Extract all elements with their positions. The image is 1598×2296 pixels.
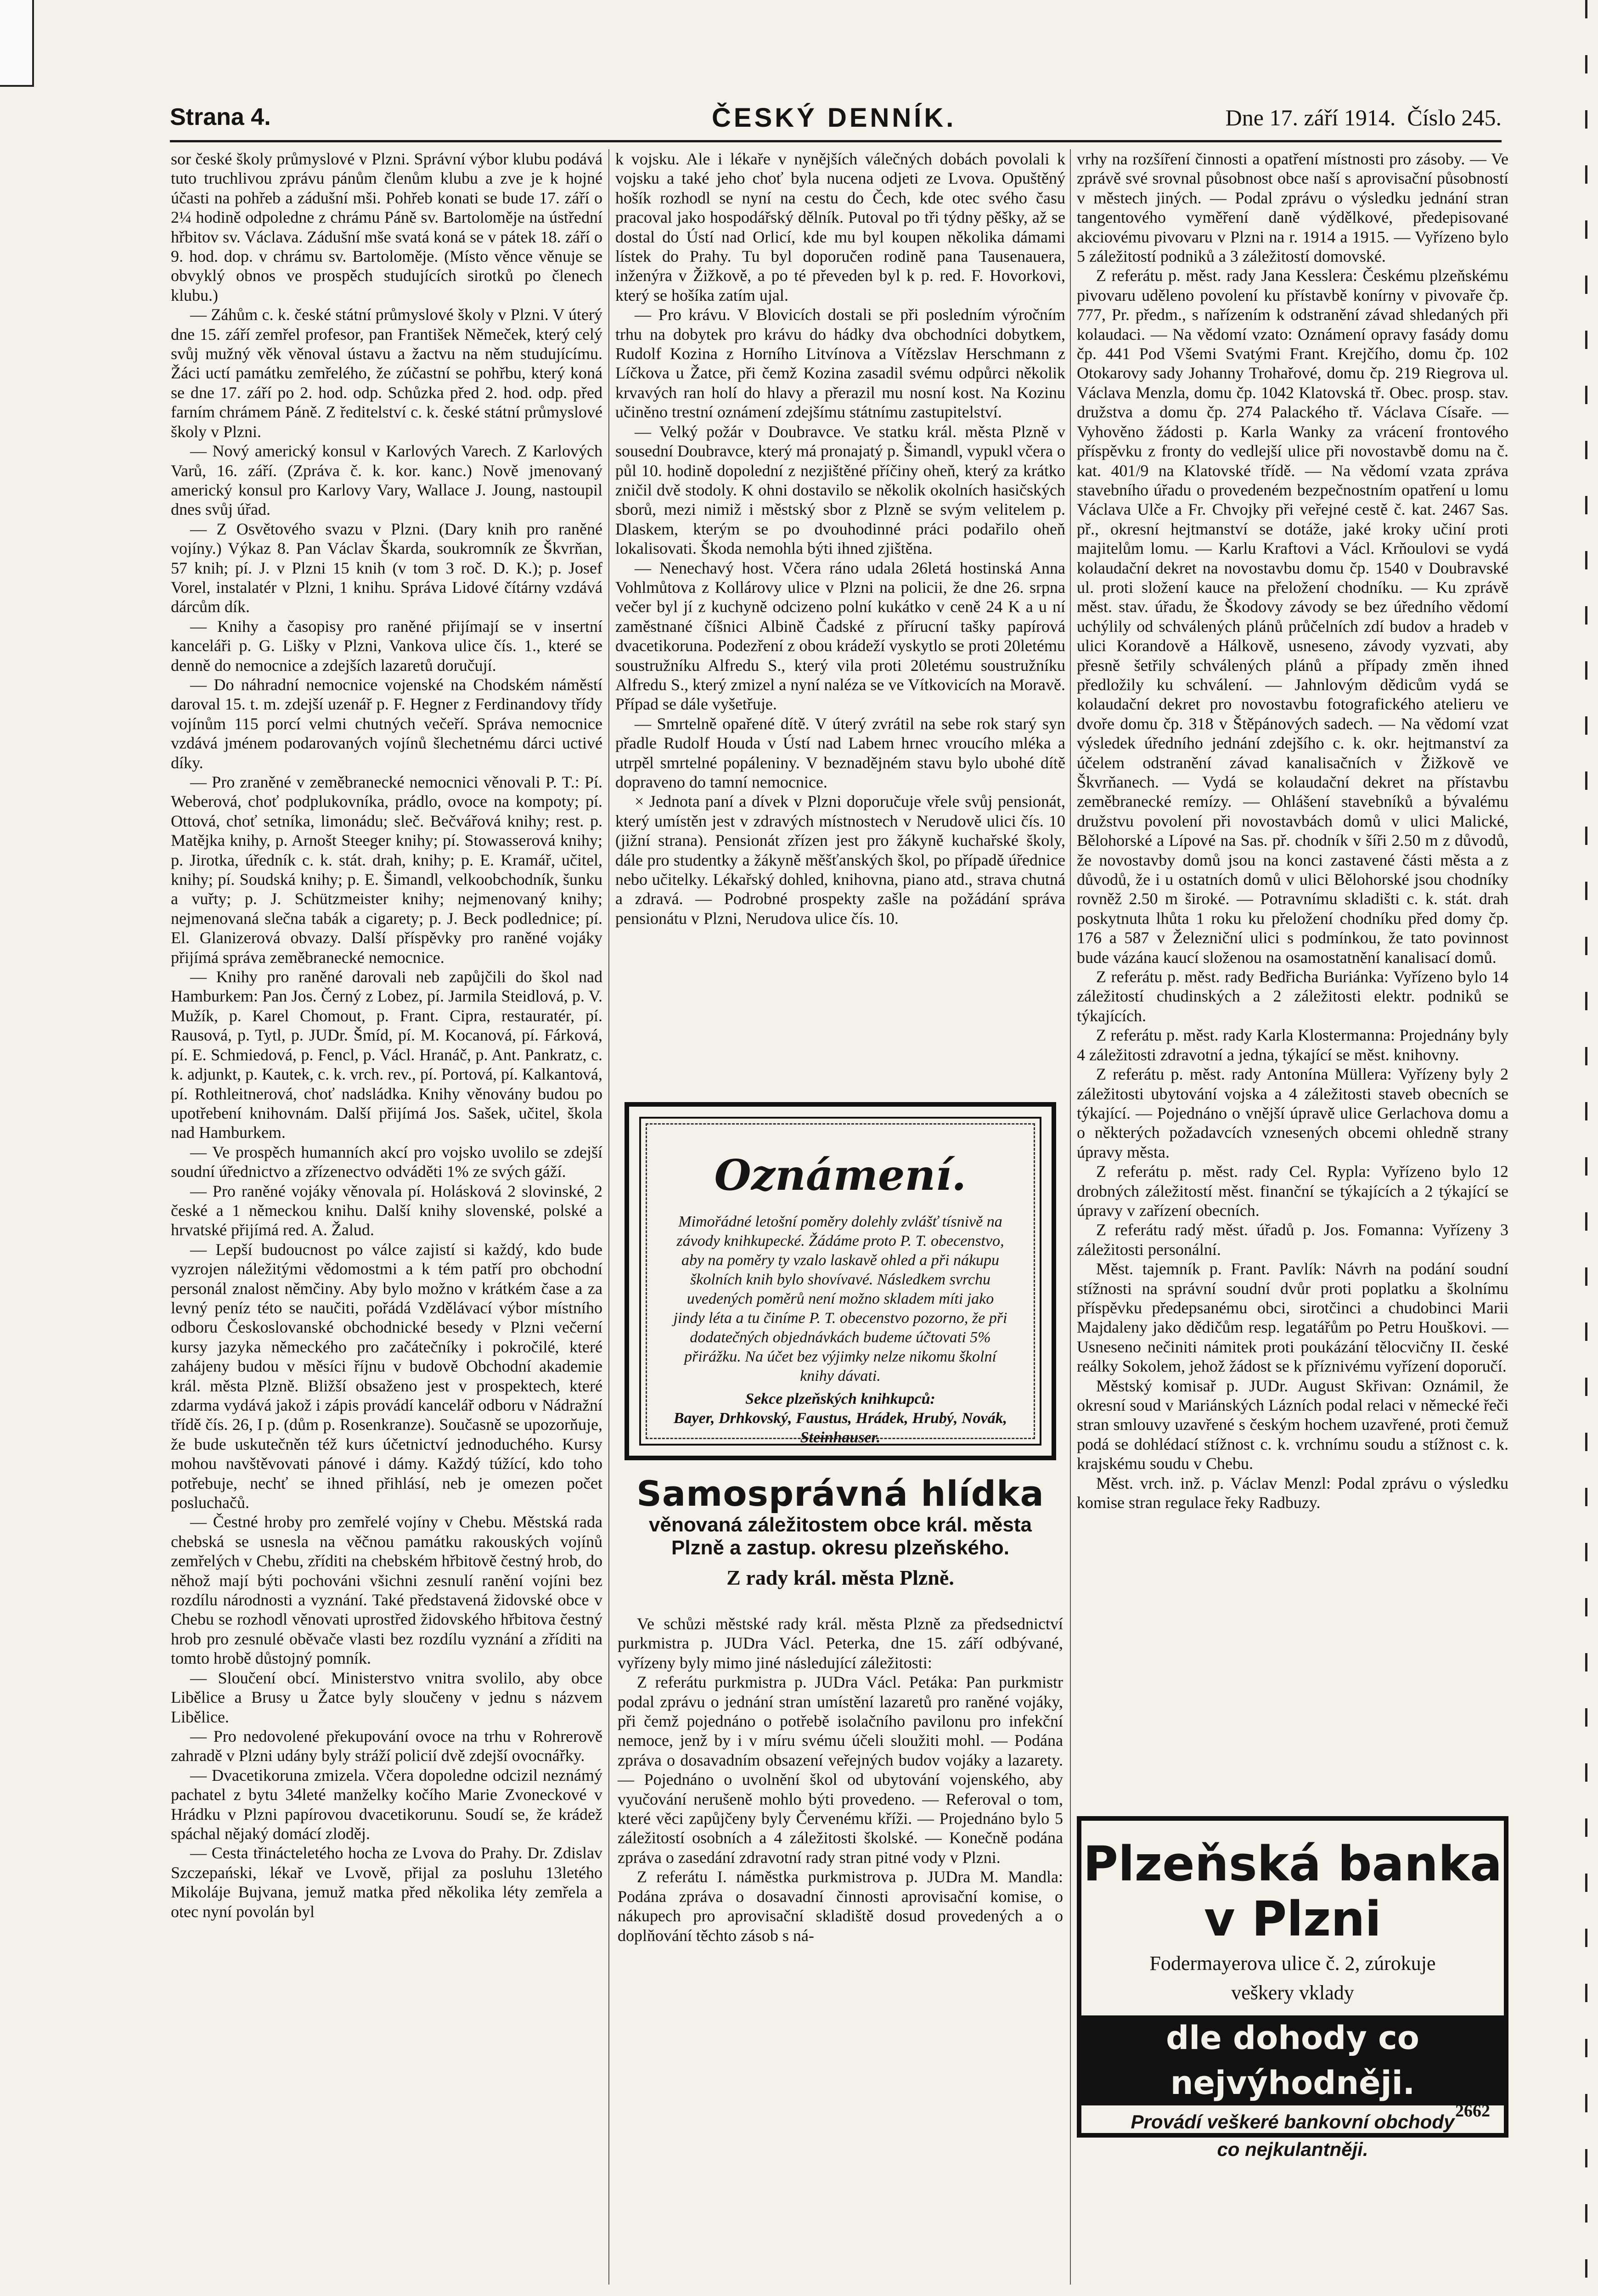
page-number: Strana 4.: [170, 104, 271, 130]
bank-advertisement: [1077, 1816, 1508, 2160]
column-2: [615, 149, 1065, 976]
article-paragraph: sor české školy průmyslové v Plzni. Správní výbor klubu podává tuto truchlivou zprávu pánům členům klubu a zve je k hojné účasti na pohřeb a zádušní mši. Pohřeb konati se bude 17. září o 2¼ hodině odpoledne z chrámu Páně sv. Bartoloměje na ústřední hřbitov sv. Václava. Zádušní mše svatá koná se v pátek 18. září o 9. hod. dop. v chrámu sv. Bartoloměje. (Místo věnce věnuje se obvyklý obnos ve prospěch studujících sirotků po členech klubu.): [171, 150, 602, 304]
article-paragraph: Z referátu purkmistra p. JUDra Václ. Petáka: Pan purkmistr podal zprávu o jednání stran umístění lazaretů pro raněné vojáky, při čemž pojednáno o potřebě isolačního pavilonu pro infekční nemoce, jenž by i v míru svému účeli sloužiti mohl. — Podána zpráva o dosavadním obsazení veřejných budov vojáky a lazarety. — Pojednáno o uvolnění škol od ubytování vojenského, aby vyučování nerušeně mohlo býti provedeno. — Referoval o tom, které věci zapůjčeny byly Červenému kříži. — Projednáno bylo 5 záležitostí osobních a 4 záležitosti školské. — Konečně podána zpráva o zasedání zdravotní rady stran pitné vody v Plzni.: [618, 1673, 1063, 1867]
article-paragraph: Z referátu p. měst. rady Antonína Müllera: Vyřízeny byly 2 záležitosti ubytování vojska a 4 záležitosti staveb obecních se týkající. — Pojednáno o vnější úpravě ulice Gerlachova domu a o některých požadavcích vznesených obcemi ohledně strany úpravy města.: [1077, 1065, 1508, 1161]
bank-services: Provádí veškeré bankovní obchody: [1131, 2111, 1455, 2133]
section-body: [618, 1614, 1063, 1945]
scan-corner-mark: [0, 0, 34, 87]
article-paragraph: Z referátu I. náměstka purkmistrova p. JUDra M. Mandla: Podána zpráva o dosavadní činnosti aprovisační komise, o nákupech pro aprovisační skladiště dosud provedených a o doplňování těchto zásob s ná-: [618, 1868, 1063, 1945]
article-paragraph: Z referátu p. měst. rady Bedřicha Buriánka: Vyřízeno bylo 14 záležitostí chudinských a 2 záležitosti elektr. podniků se týkajících.: [1077, 968, 1508, 1025]
bank-deposits: veškery vklady: [1231, 1981, 1354, 2004]
section-subtitle: Plzně a zastup. okresu plzeňského.: [671, 1536, 1009, 1559]
article-paragraph: — Lepší budoucnost po válce zajistí si každý, kdo bude vyzrojen náležitými vědomostmi a k tém patří pro obchodní personál znalost němčiny. Aby bylo možno v krátkém čase a za levný peníz této se naučiti, pořádá Vzdělávací výbor místního odboru Českoslovanské obchodnické besedy v Plzni večerní kursy jazyka německého pro začátečníky i pokročilé, které zahájeny budou v měsíci říjnu v budově Obchodní akademie král. města Plzně. Bližší obsaženo jest v prospektech, které zdarma vydává jakož i zápis provádí kancelář odboru v Nádražní třídě čís. 26, I p. (dům p. Rosenkranze). Současně se upozorňuje, že bude uskutečněn též kurs účetnictví jednoduchého. Kursy mohou navštěvovati pánové i dámy. Každý túžící, kdo toho potřebuje, nechť se ihned přihlásí, neb je omezen počet posluchačů.: [171, 1240, 602, 1512]
scan-edge-mark: [1585, 0, 1587, 2296]
notice-advertisement: [625, 1102, 1056, 1460]
article-paragraph: Z referátu p. měst. rady Jana Kesslera: Českému plzeňskému pivovaru uděleno povolení ku přístavbě konírny v pivovaře čp. 777, Pr. předm., s nařízením k odstranění závad shledaných při kolaudaci. — Na vědomí vzato: Oznámení opravy fasády domu čp. 441 Pod Všemi Svatými Frant. Krejčího, domu čp. 102 Otokarovy sady Johanny Trohařové, domu čp. 219 Riegrova ul. Václava Menzla, domu čp. 1042 Klatovská tř. Obec. prosp. stav. družstva a domu čp. 274 Palackého tř. Václava Císaře. — Vyhověno žádosti p. Karla Wanky za vrácení frontového příspěvku z fronty do vedlejší ulice při novostavbě domu na č. kat. 401/9 na Klatovské třídě. — Na vědomí vzata zpráva stavebního úřadu o provedeném bezpečnostním opatření u lomu Václava Ulče a Fr. Chvojky při veřejné cestě č. kat. 2467 Sas. př., okresní hejtmanství se dotáže, jaké kroky učiní proti majitelům lomu. — Karlu Kraftovi a Václ. Krňoulovi se vydá kolaudační dekret na novostavbu domu čp. 1540 v Doubravské ul. proti složení kauce na přeložení chodníku. — Ku zprávě měst. stav. úřadu, že Škodovy závody se bez úředního vědomí uchýlily od schválených plánů průčelních zdí budov a hradeb v ulici Korandově a Hálkově, usneseno, závody vyzvati, aby přesně šetřily schválených plánů a případy změn ihned předložily ku schválení. — Jahnlovým dědicům vydá se kolaudační dekret pro novostavbu fotografického atelieru ve dvoře domu čp. 318 v Štěpánových sadech. — Na vědomí vzat výsledek úředního jednání zdejšího c. k. okr. hejtmanství za účelem odstranění závad kanalisačních v Žižkově ve Škvrňanech. — Vydá se kolaudační dekret na přístavbu zeměbranecké remízy. — Ohlášení stavebníků a bývalému družstvu povolení při novostavbách domů v ulici Malické, Bělohorské a Lípové na Sas. př. chodník v šíři 2.50 m z důvodů, že novostavby domů jsou na konci zastavené části města a z důvodů, že i u ostatních domů v ulici Bělohorské jsou chodníky rovněž 2.50 m široké. — Potravnímu skladišti c. k. stát. drah poskytnuta lhůta 1 roku ku přeložení chodníku před domy čp. 176 a 587 v Železniční ulici s podmínkou, že tato povinnost bude vázána kaucí složenou na osamostatnění kanalisací domů.: [1077, 266, 1508, 967]
article-paragraph: vrhy na rozšíření činnosti a opatření místnosti pro zásoby. — Ve zprávě své srovnal působnost obce naší s aprovisační působností v městech jiných. — Podal zprávu o výsledku jednání stran tangentového vyměření daně výdělkové, předepisované akciovému pivovaru v Plzni na r. 1914 a 1915. — Vyřízeno bylo 5 záležitostí podniků a 3 záležitostí domovské.: [1077, 150, 1508, 266]
article-paragraph: — Nový americký konsul v Karlových Varech. Z Karlových Varů, 16. září. (Zpráva č. k. kor. kanc.) Nově jmenovaný americký konsul pro Karlovy Vary, Wallace J. Joung, nastoupil dnes svůj úřad.: [171, 442, 602, 519]
article-paragraph: Měst. tajemník p. Frant. Pavlík: Návrh na podání soudní stížnosti na správní soudní dvůr proti poplatku a školnímu příspěvku předepsanému obci, sirotčinci a chudobinci Marii Majdaleny jako dědičům resp. legatářům po Petru Houškovi. — Usneseno nečiniti námitek proti poukázání tělocvičny II. české reálky Sokolem, jehož žádost se k příznivému vyřízení doporučí.: [1077, 1260, 1508, 1376]
newspaper-title: ČESKÝ DENNÍK.: [712, 103, 957, 133]
section-header-samospravna: [618, 1474, 1063, 1592]
article-paragraph: Z referátu p. měst. rady Cel. Rypla: Vyřízeno bylo 12 drobných záležitostí měst. finanční se týkajících a 2 týkající se úpravy v zařízení obecních.: [1077, 1162, 1508, 1220]
article-paragraph: — Z Osvětového svazu v Plzni. (Dary knih pro raněné vojíny.) Výkaz 8. Pan Václav Škarda, soukromník ze Škvrňan, 57 knih; pí. J. v Plzni 15 knih (v tom 3 roč. D. K.); p. Josef Vorel, instalatér v Plzni, 1 knihu. Správa Lidové čítárny vzdává dárcům dík.: [171, 519, 602, 616]
article-paragraph: Ve schůzi městské rady král. města Plzně za předsednictví purkmistra p. JUDra Václ. Peterka, dne 15. září odbývané, vyřízeny byly mimo jiné následující záležitosti:: [618, 1615, 1063, 1672]
section-title: Samosprávná hlídka: [636, 1473, 1044, 1514]
notice-signature-heading: Sekce plzeňských knihkupců:: [745, 1390, 935, 1407]
issue-date-number: Dne 17. září 1914. Číslo 245.: [1225, 105, 1502, 130]
bank-services: co nejkulantněji.: [1217, 2138, 1368, 2160]
article-paragraph: Z referátu radý měst. úřadů p. Jos. Fomanna: Vyřízeny 3 záležitosti personální.: [1077, 1221, 1508, 1259]
bank-city: v Plzni: [1204, 1891, 1382, 1947]
article-paragraph: — Smrtelně opařené dítě. V úterý zvrátil na sebe rok starý syn přadle Rudolf Houda v Ústí nad Labem hrnec vroucího mléka a utrpěl smrtelné popáleniny. V beznadějném stavu bylo ubohé dítě dopraveno do tamní nemocnice.: [615, 714, 1065, 791]
article-paragraph: — Sloučení obcí. Ministerstvo vnitra svolilo, aby obce Libělice a Brusy u Žatce byly sloučeny v jednu s názvem Libělice.: [171, 1668, 602, 1726]
article-paragraph: — Pro nedovolené překupování ovoce na trhu v Rohrerově zahradě v Plzni udány byly stráží policií dvě zdejší ovocnářky.: [171, 1727, 602, 1765]
article-paragraph: × Jednota paní a dívek v Plzni doporučuje vřele svůj pensionát, který umístěn jest v zdravých místnostech v Nerudově ulici čís. 10 (jižní strana). Pensionát zřízen jest pro žákyně kuchařské školy, dále pro studentky a žákyně měšťanských škol, po případě úřednice nebo učitelky. Lékařský dohled, knihovna, piano atd., strava chutná a zdravá. — Podrobné prospekty zašle na požádání správa pensionátu v Plzni, Nerudova ulice čís. 10.: [615, 792, 1065, 928]
article-paragraph: — Knihy pro raněné darovali neb zapůjčili do škol nad Hamburkem: Pan Jos. Černý z Lobez, pí. Jarmila Steidlová, p. V. Mužík, p. Karel Chomout, p. Frant. Cipra, restauratér, pí. Rausová, p. Tytl, p. JUDr. Šmíd, pí. M. Kocanová, pí. Fárková, pí. E. Schmiedová, p. Fencl, p. Václ. Hranáč, p. Ant. Pankratz, c. k. adjunkt, p. Kautek, c. k. vrch. rev., pí. Portová, pí. Kalkantová, pí. Rothleitnerová, choť nadsládka. Knihy věnovány budou po upotřebení knihovnám. Další přijímá Jos. Sašek, učitel, škola nad Hamburkem.: [171, 968, 602, 1142]
ad-number: 2662: [1455, 2101, 1490, 2121]
bank-name: Plzeňská banka: [1083, 1836, 1502, 1892]
article-paragraph: k vojsku. Ale i lékaře v nynějších válečných dobách povolali k vojsku a také jeho choť byla nucena odjeti ze Lvova. Opuštěný hošík rozhodl se nyní na cestu do Čech, kde otec svého času pracoval jako hospodářský dělník. Putoval po tři týdny pěšky, až se dostal do Ústí nad Orlicí, kde mu byl koupen několika dámami lístek do Prahy. Tu byl doporučen rodině pana Tausenauera, inženýra v Žižkově, a po té převeden byl k p. red. F. Hovorkovi, který se hošíka zatím ujal.: [615, 150, 1065, 304]
section-subtitle: věnovaná záležitostem obce král. města: [649, 1514, 1032, 1536]
article-paragraph: — Pro zraněné v zeměbranecké nemocnici věnovali P. T.: Pí. Weberová, choť podplukovníka, prádlo, ovoce na kompoty; pí. Ottová, choť setníka, limonádu; sleč. Bečvářová knihy; rest. p. Matějka knihy, p. Arnošt Steeger knihy; pí. Stowasserová knihy; p. Jirotka, úředník c. k. stát. drah, knihy; p. E. Kramář, učitel, knihy; pí. Soudská knihy; p. E. Šimandl, velkoobchodník, šunku a vuřty; p. J. Schützmeister knihy; nejmenovaný knihy; nejmenovaná slečna tabák a cigarety; p. J. Beck podlednice; pí. El. Glanizerová obvazy. Další příspěvky pro raněné vojáky přijímá správa zeměbranecké nemocnice.: [171, 773, 602, 967]
bank-slogan: dle dohody co nejvýhodněji.: [1081, 2015, 1504, 2105]
article-paragraph: — Záhům c. k. české státní průmyslové školy v Plzni. V úterý dne 15. září zemřel profesor, pan František Němeček, který celý svůj mužný věk věnoval ústavu a žactvu na něm studujícímu. Žáci uctí památku zemřelého, že zúčastní se pohřbu, který koná se dne 17. září po 2. hod. odp. Schůzka před 2. hod. odp. před farním chrámem Páně. Z ředitelství c. k. české státní průmyslové školy v Plzni.: [171, 305, 602, 441]
article-paragraph: — Cesta třinácteletého hocha ze Lvova do Prahy. Dr. Zdislav Szczepański, lékař ve Lvově, přijal za posluhu 13letého Mikoláje Bujvana, jemuž matka před několika léty zemřela a otec nyní povolán byl: [171, 1844, 602, 1921]
article-paragraph: — Pro krávu. V Blovicích dostali se při posledním výročním trhu na dobytek pro krávu do hádky dva obchodníci dobytkem, Rudolf Kozina z Horního Litvínova a Vítězslav Herschmann z Líčkova u Žatce, při čemž Kozina zasadil svému odpůrci několik krvavých ran holí do hlavy a přerazil mu nosní kost. Na Kozinu učiněno trestní oznámení zdejšímu státnímu zastupitelství.: [615, 305, 1065, 422]
masthead: [170, 99, 1502, 142]
article-paragraph: — Čestné hroby pro zemřelé vojíny v Chebu. Městská rada chebská se usnesla na věčnou památku rakouských vojínů zemřelých v Chebu, zříditi na chebském hřbitově čestný hrob, do něhož mají býti pochováni všichni zesnulí ranění vojíni bez rozdílu národnosti a vyznání. Také představená židovské obce v Chebu se rozhodl věnovati uprostřed židovského hřbitova čestný hrob pro zesnulé oběvače vlasti bez rozdílu vyznání a zříditi na tomto hrobě důstojný pomník.: [171, 1513, 602, 1668]
notice-text: Mimořádné letošní poměry dolehly zvlášť tísnivě na závody knihkupecké. Žádáme proto P. T. obecenstvo, aby na poměry ty vzalo laskavě ohled a při nákupu školních knih bylo shovívavé. Následkem svrchu uvedených poměrů není možno skladem míti jako jindy léta a tu činíme P. T. obecenstvo pozorno, že při dodatečných objednávkách budeme účtovati 5% přirážku. Na účet bez výjimky nelze nikomu školní knihy dávati.: [673, 1213, 1007, 1384]
column-rule: [608, 149, 609, 2285]
notice-body: [673, 1212, 1008, 1447]
notice-signature-names: Bayer, Drhkovský, Faustus, Hrádek, Hrubý, Novák, Steinhauser.: [673, 1410, 1007, 1446]
bank-address: Fodermayerova ulice č. 2, zúrokuje: [1149, 1952, 1436, 1975]
column-rule: [1070, 149, 1071, 2285]
article-paragraph: — Do náhradní nemocnice vojenské na Chodském náměstí daroval 15. t. m. zdejší uzenář p. F. Hegner z Ferdinandovy třídy vojínům 115 porcí velmi chutných večeří. Správa nemocnice vzdává jménem podarovaných vojínů šlechetnému dárci uctivé díky.: [171, 675, 602, 772]
article-paragraph: Městský komisař p. JUDr. August Skřivan: Oznámil, že okresní soud v Mariánských Lázních podal relaci v německé řeči stran smlouvy uzavřené s českým hochem uzavřené, proti čemuž podá se dohlédací stížnost c. k. vrchnímu soudu a stížnost c. k. krajskému soudu v Chebu.: [1077, 1376, 1508, 1473]
column-3: [1077, 149, 1508, 1740]
article-paragraph: Z referátu p. měst. rady Karla Klostermanna: Projednány byly 4 záležitosti zdravotní a jedna, týkající se měst. knihovny.: [1077, 1026, 1508, 1064]
article-paragraph: — Dvacetikoruna zmizela. Včera dopoledne odcizil neznámý pachatel z bytu 34leté manželky kočího Marie Zvoneckové v Hrádku v Plzni papírovou dvacetikorunu. Soudí se, že krádež spáchal nějaký domácí zloděj.: [171, 1766, 602, 1843]
notice-title: Oznámení.: [714, 1150, 967, 1200]
article-paragraph: — Pro raněné vojáky věnovala pí. Holásková 2 slovinské, 2 české a 1 německou knihu. Další knihy slovenské, polské a hrvatské přijímá red. A. Žalud.: [171, 1182, 602, 1239]
column-1: [171, 149, 602, 2289]
article-paragraph: — Nenechavý host. Včera ráno udala 26letá hostinská Anna Vohlmůtova z Kollárovy ulice v Plzni na policii, že dne 26. srpna večer byl jí z kuchyně odcizeno polní kukátko v ceně 24 K a u ní zaměstnané číšnici Albině Čadské z přírucní tašky papírová dvacetikoruna. Podezření z obou krádeží vyskytlo se proti 20letému soustružníku Alfredu S., který vila proti 20letému soustružníku Alfredu S., který zmizel a nyní naléza se ve Vítkovicích na Moravě. Případ se dále vyšetřuje.: [615, 558, 1065, 714]
article-paragraph: — Velký požár v Doubravce. Ve statku král. města Plzně v sousední Doubravce, který má pronajatý p. Šimandl, vypukl včera o půl 10. hodině dopolední z nezjištěné příčiny oheň, který za krátko zničil dvě stodoly. K ohni dostavilo se několik okolních hasičských sborů, mezi nimiž i městský sbor z Plzně se svým velitelem p. Dlaskem, kterým se po dvouhodinné práci podařilo oheň lokalisovati. Škoda nemohla býti ihned zjištěna.: [615, 422, 1065, 558]
section-subheading: Z rady král. města Plzně.: [726, 1566, 954, 1589]
article-paragraph: Měst. vrch. inž. p. Václav Menzl: Podal zprávu o výsledku komise stran regulace řeky Radbuzy.: [1077, 1474, 1508, 1512]
article-paragraph: — Ve prospěch humanních akcí pro vojsko uvolilo se zdejší soudní úřednictvo a zřízenectvo odváděti 1% ze svých gáží.: [171, 1142, 602, 1181]
article-paragraph: — Knihy a časopisy pro raněné přijímají se v insertní kanceláři p. G. Lišky v Plzni, Vankova ulice čís. 1., které se denně do nemocnice a zdejších lazaretů doručují.: [171, 617, 602, 675]
